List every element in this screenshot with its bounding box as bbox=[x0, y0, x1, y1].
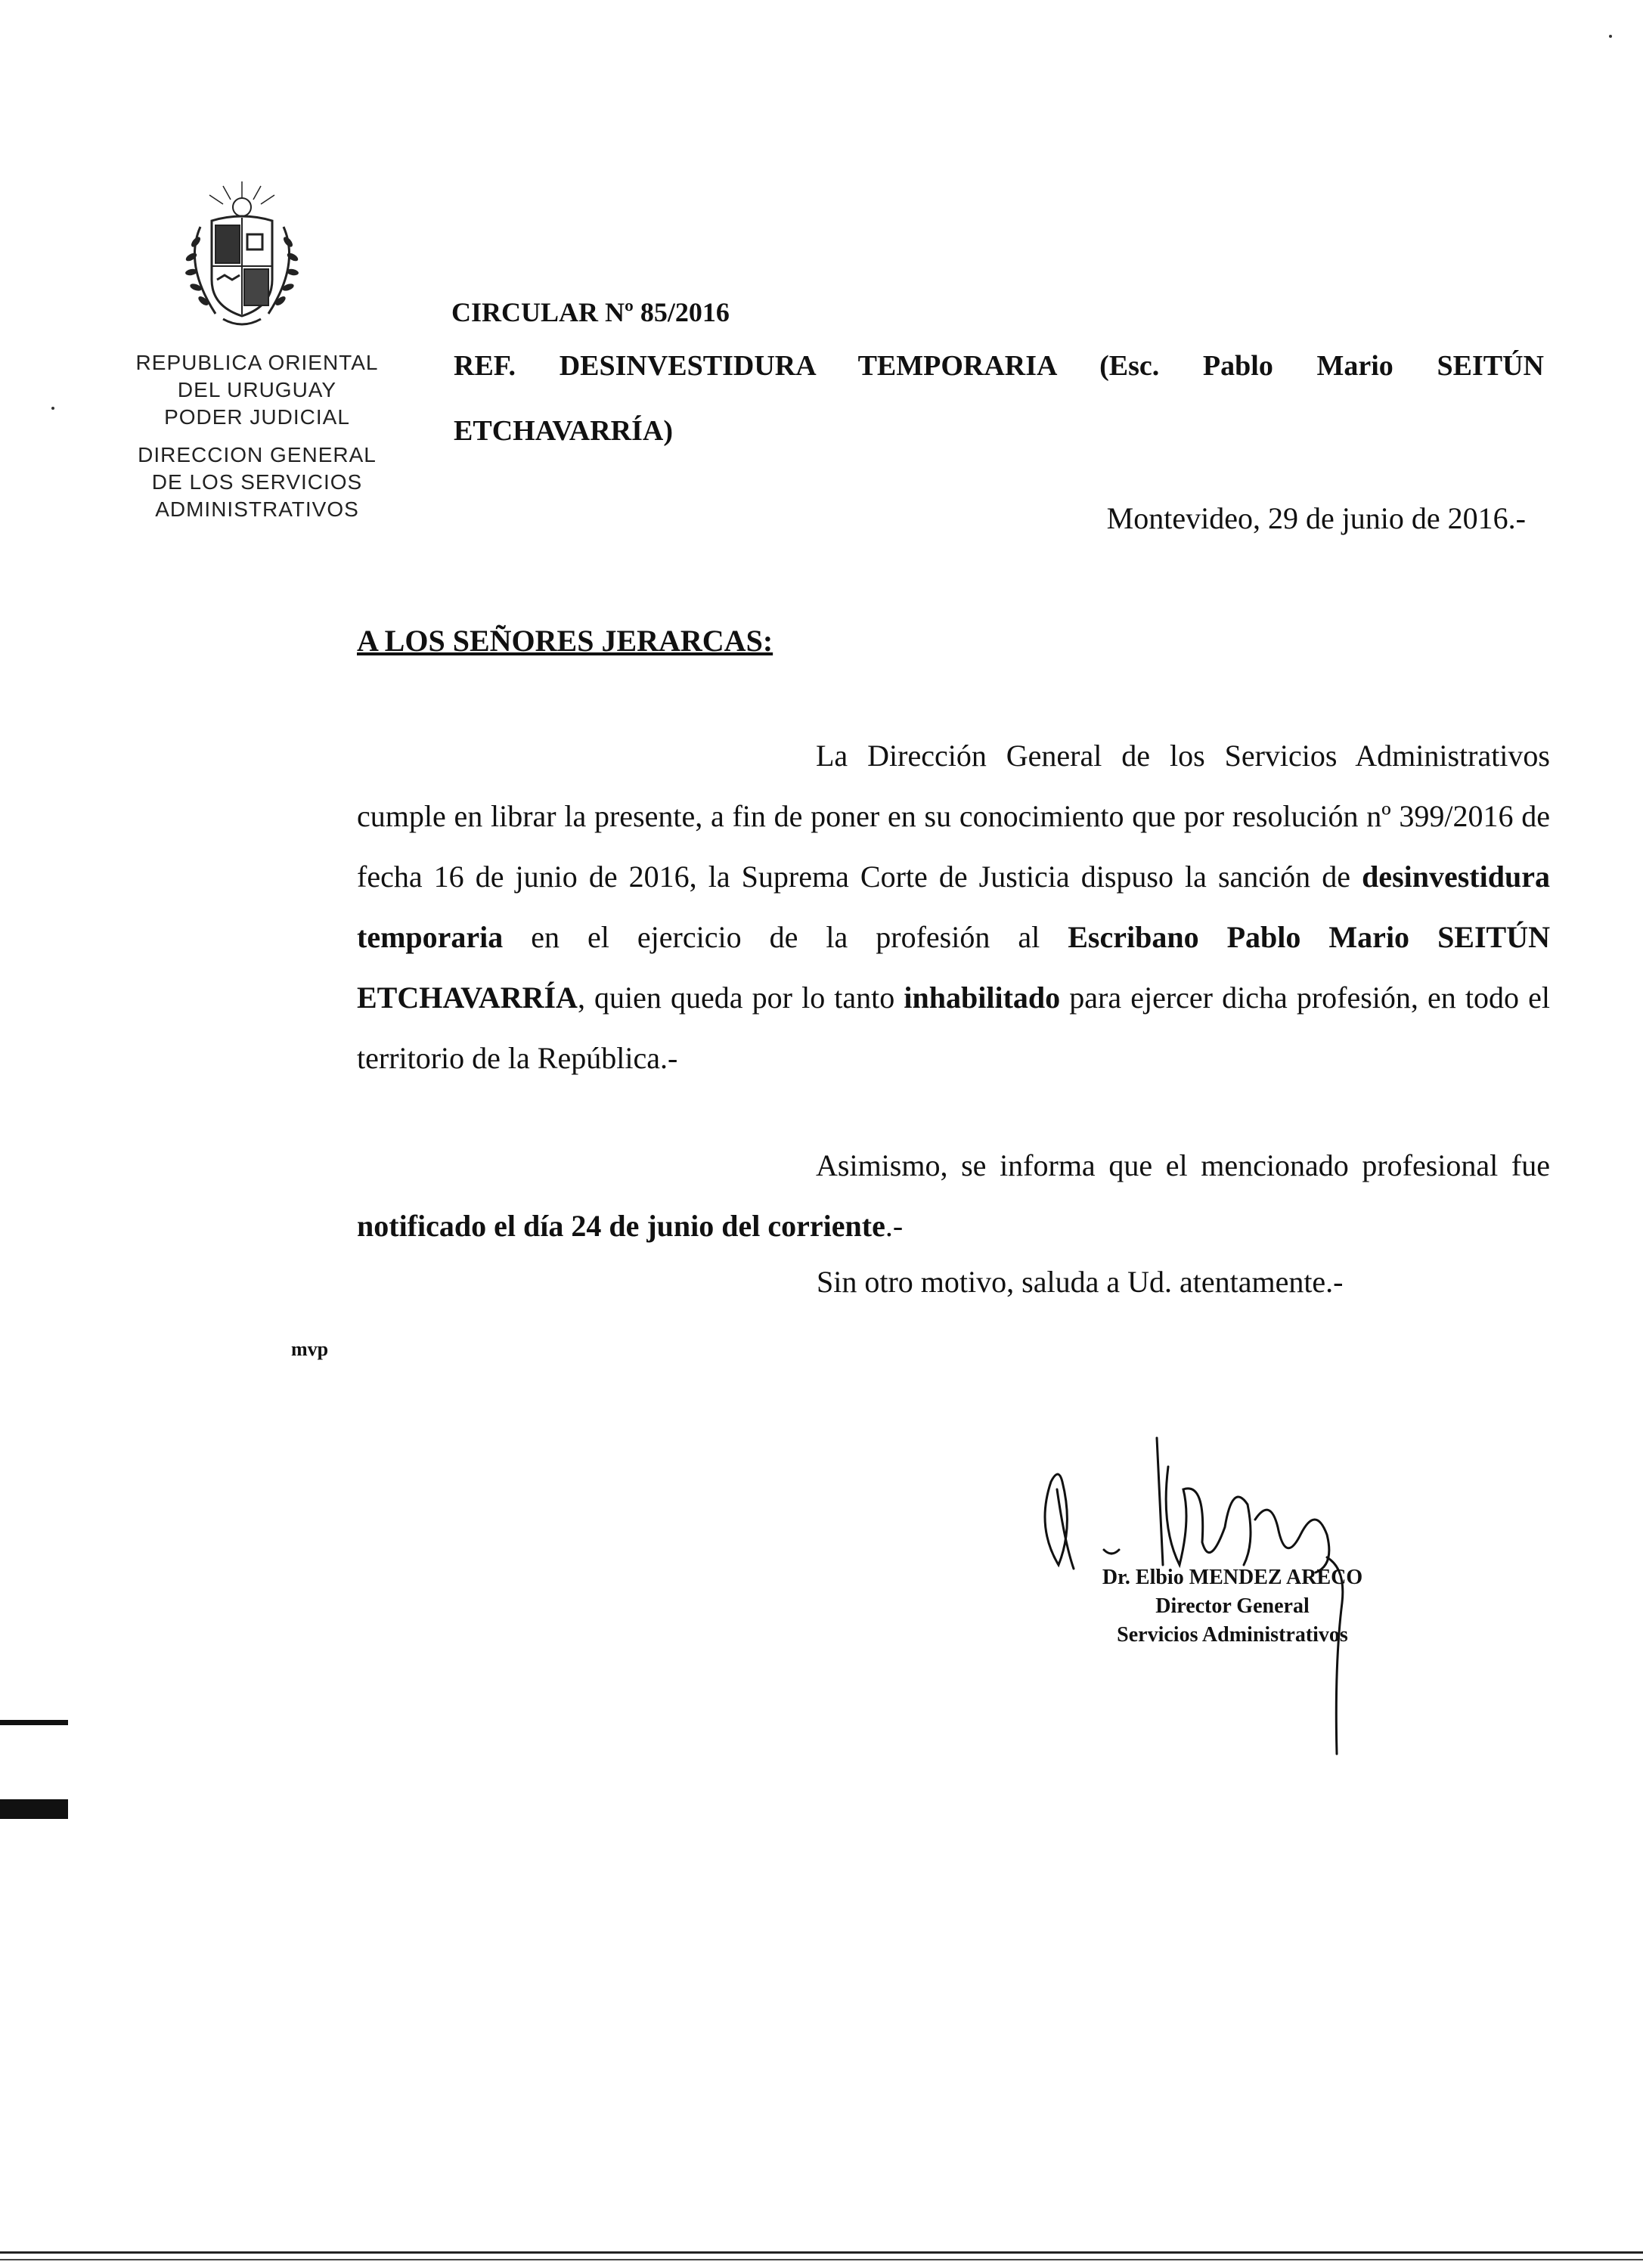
signer-department: Servicios Administrativos bbox=[1117, 1623, 1348, 1647]
paragraph-bold-text: desinvestidura temporaria bbox=[357, 860, 1550, 954]
page-bottom-rule bbox=[0, 2251, 1643, 2254]
typist-initials: mvp bbox=[291, 1338, 329, 1360]
scan-speck bbox=[51, 407, 54, 410]
paragraph-text: para ejercer dicha profesión, en todo el territorio de la República.- bbox=[357, 981, 1550, 1075]
signer-name: Dr. Elbio MENDEZ ARECO bbox=[1102, 1566, 1363, 1589]
letterhead-line: REPUBLICA ORIENTAL bbox=[135, 351, 379, 374]
letterhead-line: ADMINISTRATIVOS bbox=[155, 497, 359, 521]
page-bottom-rule bbox=[0, 2259, 1643, 2260]
coat-of-arms-seal bbox=[170, 181, 314, 333]
paragraph-bold-text: inhabilitado bbox=[904, 981, 1061, 1015]
closing-line: Sin otro motivo, saluda a Ud. atentamente.- bbox=[817, 1265, 1344, 1299]
letterhead-line: PODER JUDICIAL bbox=[164, 405, 350, 429]
institution-letterhead bbox=[113, 349, 401, 523]
paragraph-bold-text: notificado el día 24 de junio del corriente bbox=[357, 1209, 885, 1243]
scan-margin-mark bbox=[0, 1799, 68, 1819]
paragraph-text: .- bbox=[885, 1209, 904, 1243]
letterhead-line: DE LOS SERVICIOS bbox=[151, 470, 363, 494]
scan-margin-mark bbox=[0, 1720, 68, 1725]
reference-line: REF. DESINVESTIDURA TEMPORARIA (Esc. Pablo Mario SEITÚN bbox=[454, 350, 1544, 382]
paragraph-text: La Dirección General de los Servicios Administrativos cumple en librar la presente, a fin de poner en su conocimiento que por resolución nº 399/2016 de fecha 16 de junio de 2016, la Suprema Corte de Justicia dispuso la sanción de bbox=[357, 739, 1550, 894]
letterhead-line: DEL URUGUAY bbox=[177, 378, 337, 401]
addressee-heading: A LOS SEÑORES JERARCAS: bbox=[357, 624, 773, 658]
letterhead-line: DIRECCION GENERAL bbox=[138, 443, 377, 466]
body-paragraph bbox=[357, 726, 1550, 1089]
document-date: Montevideo, 29 de junio de 2016.- bbox=[1106, 501, 1526, 535]
paragraph-text: en el ejercicio de la profesión al bbox=[503, 920, 1068, 954]
paragraph-text: , quien queda por lo tanto bbox=[577, 981, 904, 1015]
scan-speck bbox=[1609, 35, 1612, 38]
signer-title: Director General bbox=[1155, 1594, 1310, 1618]
signer-block bbox=[1051, 1563, 1414, 1650]
body-paragraph bbox=[357, 1136, 1550, 1256]
circular-number: CIRCULAR Nº 85/2016 bbox=[451, 297, 730, 327]
reference-line-continued: ETCHAVARRÍA) bbox=[454, 415, 673, 447]
paragraph-text: Asimismo, se informa que el mencionado profesional fue bbox=[816, 1148, 1550, 1182]
paragraph-bold-text: Escribano Pablo Mario SEITÚN ETCHAVARRÍA bbox=[357, 920, 1551, 1015]
